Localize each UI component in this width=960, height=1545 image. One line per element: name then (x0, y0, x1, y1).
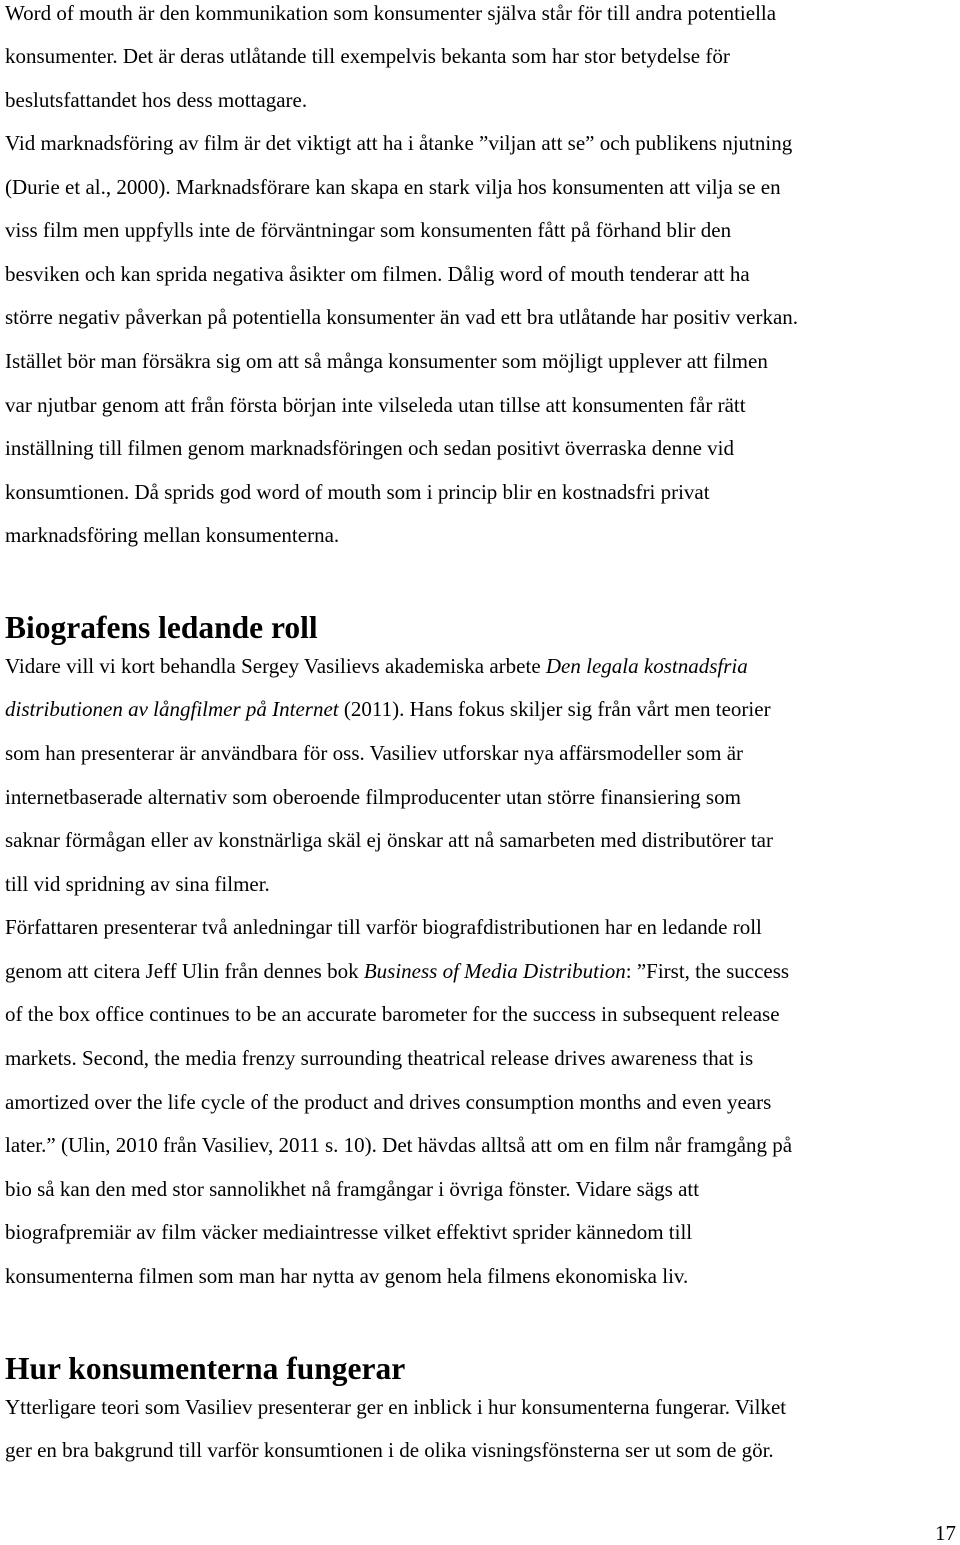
text-segment: inställning till filmen genom marknadsföringen och sedan positivt överraska denne vid (5, 436, 735, 460)
text-line (5, 1004, 780, 1025)
text-segment: Istället bör man försäkra sig om att så många konsumenter som möjligt upplever att filmen (5, 349, 768, 373)
text-line (5, 1397, 786, 1418)
text-line (5, 90, 307, 111)
italic-title-text: distributionen av långfilmer på Internet (5, 697, 339, 721)
text-line (5, 917, 762, 938)
text-line (5, 1048, 753, 1069)
text-line (5, 1135, 792, 1156)
text-segment: besviken och kan sprida negativa åsikter om filmen. Dålig word of mouth tenderar att ha (5, 262, 750, 286)
text-segment: konsumenter. Det är deras utlåtande till exempelvis bekanta som har stor betydelse för (5, 44, 730, 68)
text-line (5, 787, 741, 808)
text-segment: internetbaserade alternativ som oberoende filmproducenter utan större finansiering som (5, 785, 741, 809)
text-line (5, 1266, 688, 1287)
text-segment: amortized over the life cycle of the product and drives consumption months and even years (5, 1090, 772, 1114)
text-segment: Vid marknadsföring av film är det viktigt att ha i åtanke ”viljan att se” och publikens njutning (5, 131, 793, 155)
text-line (5, 961, 789, 982)
text-segment: markets. Second, the media frenzy surrounding theatrical release drives awareness that is (5, 1046, 754, 1070)
text-line (5, 133, 792, 154)
text-line (5, 482, 710, 503)
italic-title-text: Den legala kostnadsfria (545, 654, 748, 678)
text-line (5, 395, 746, 416)
text-line (5, 220, 731, 241)
text-segment: ger en bra bakgrund till varför konsumtionen i de olika visningsfönsterna ser ut som de gör. (5, 1438, 774, 1462)
text-segment: Ytterligare teori som Vasiliev presenterar ger en inblick i hur konsumenterna fungerar. Vilket (5, 1395, 787, 1419)
text-line (5, 264, 750, 285)
page-number: 17 (935, 1521, 956, 1545)
text-segment: större negativ påverkan på potentiella konsumenter än vad ett bra utlåtande har positiv verkan. (5, 305, 799, 329)
text-line (5, 525, 339, 546)
text-segment: till vid spridning av sina filmer. (5, 872, 270, 896)
text-segment: of the box office continues to be an accurate barometer for the success in subsequent release (5, 1002, 780, 1026)
text-segment: konsumenterna filmen som man har nytta av genom hela filmens ekonomiska liv. (5, 1264, 689, 1288)
text-segment: Författaren presenterar två anledningar till varför biografdistributionen har en ledande roll (5, 915, 762, 939)
text-line (5, 1092, 771, 1113)
italic-title-text: Business of Media Distribution (363, 959, 626, 983)
text-line (5, 874, 270, 895)
section-heading: Biografens ledande roll (5, 610, 318, 645)
text-segment: som han presenterar är användbara för oss. Vasiliev utforskar nya affärsmodeller som är (5, 741, 744, 765)
text-line (5, 307, 798, 328)
text-line (5, 743, 743, 764)
text-line (5, 1222, 692, 1243)
text-line (5, 351, 768, 372)
text-segment: beslutsfattandet hos dess mottagare. (5, 88, 308, 112)
text-segment: later.” (Ulin, 2010 från Vasiliev, 2011 s. 10). Det hävdas alltså att om en film når framgång på (5, 1133, 793, 1157)
text-segment: (2011). Hans fokus skiljer sig från vårt men teorier (338, 697, 771, 721)
text-line (5, 177, 781, 198)
text-segment: konsumtionen. Då sprids god word of mouth som i princip blir en kostnadsfri privat (5, 480, 710, 504)
text-segment: saknar förmågan eller av konstnärliga skäl ej önskar att nå samarbeten med distributörer tar (5, 828, 773, 852)
text-segment: biografpremiär av film väcker mediaintresse vilket effektivt sprider kännedom till (5, 1220, 693, 1244)
text-line (5, 699, 771, 720)
text-segment: viss film men uppfylls inte de förväntningar som konsumenten fått på förhand blir den (5, 218, 732, 242)
text-segment: : ”First, the success (625, 959, 790, 983)
text-line (5, 46, 730, 67)
text-line (5, 3, 776, 24)
text-line (5, 438, 734, 459)
text-segment: var njutbar genom att från första början inte vilseleda utan tillse att konsumenten får rätt (5, 393, 746, 417)
text-line (5, 1179, 699, 1200)
text-segment: Word of mouth är den kommunikation som konsumenter själva står för till andra potentiella (5, 1, 777, 25)
text-segment: marknadsföring mellan konsumenterna. (5, 523, 340, 547)
text-segment: genom att citera Jeff Ulin från dennes bok (5, 959, 364, 983)
text-line (5, 656, 748, 677)
section-heading: Hur konsumenterna fungerar (5, 1351, 406, 1386)
text-segment: Vidare vill vi kort behandla Sergey Vasilievs akademiska arbete (5, 654, 546, 678)
text-line (5, 1440, 774, 1461)
text-segment: (Durie et al., 2000). Marknadsförare kan skapa en stark vilja hos konsumenten att vilja se en (5, 175, 781, 199)
text-line (5, 830, 773, 851)
text-segment: bio så kan den med stor sannolikhet nå framgångar i övriga fönster. Vidare sägs att (5, 1177, 700, 1201)
